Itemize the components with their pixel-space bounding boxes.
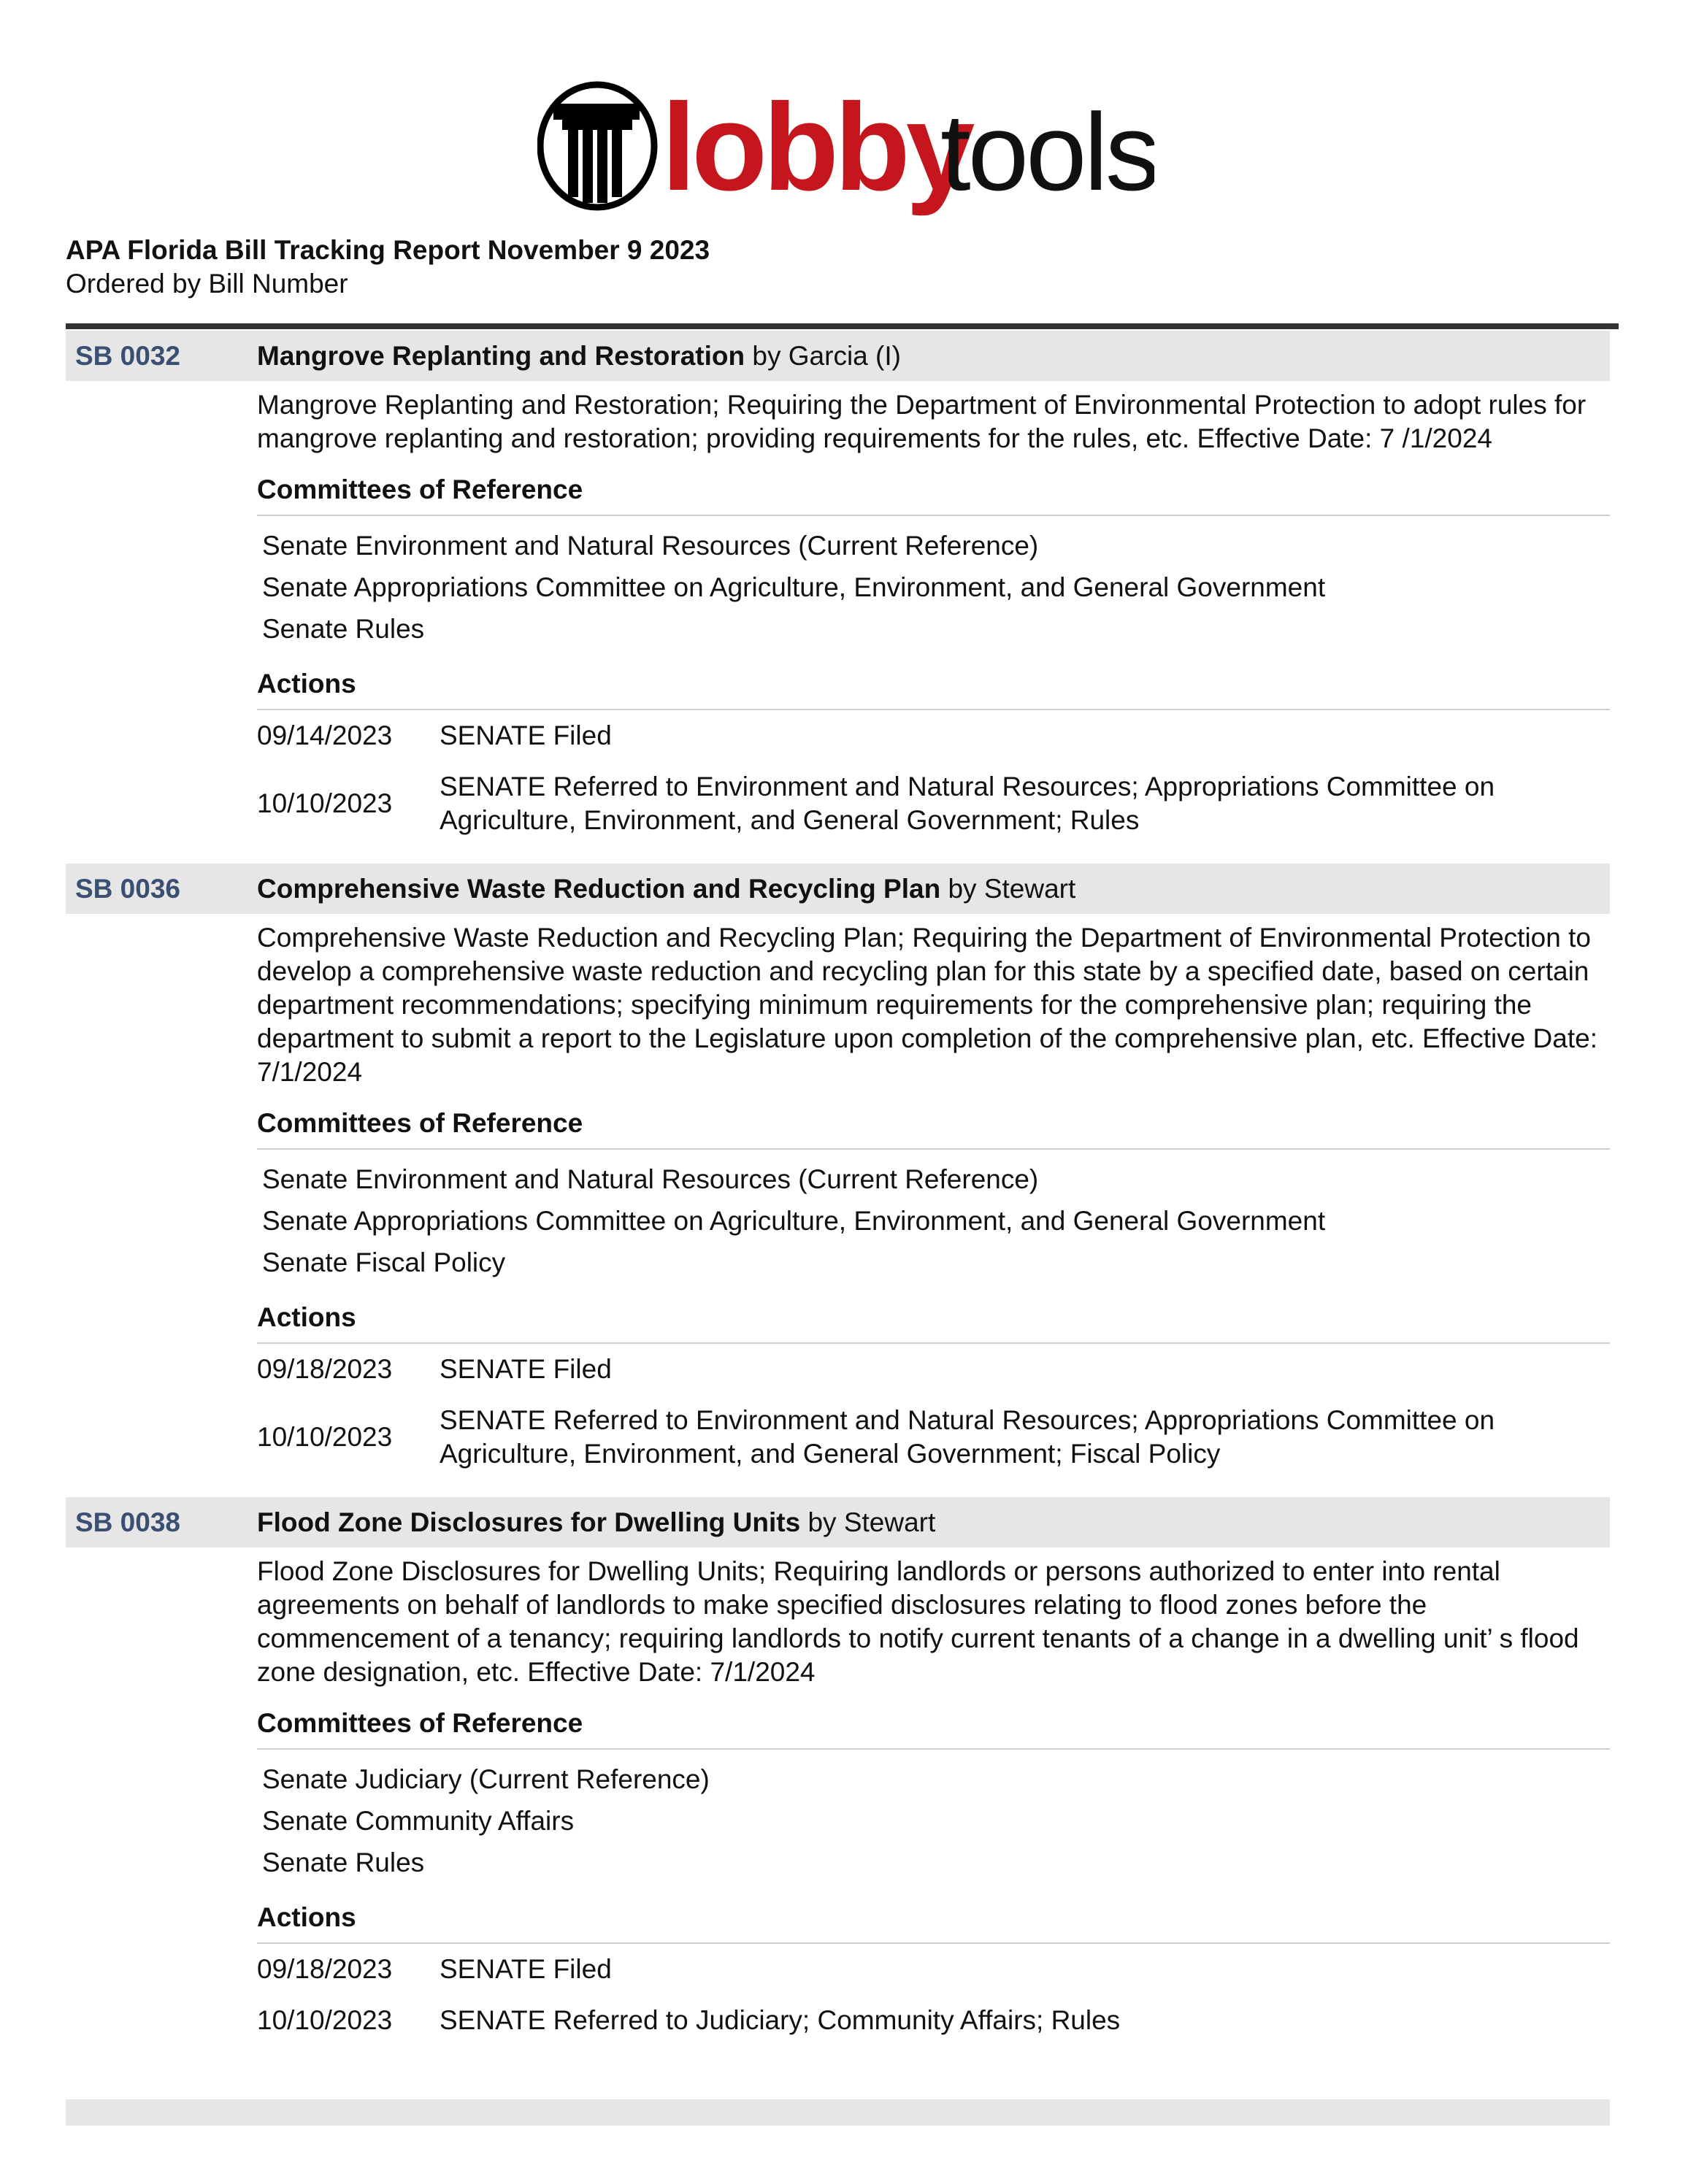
logo-text-lobby: lobby (661, 78, 971, 217)
committee-list (257, 1758, 1610, 1883)
committee-item: Senate Environment and Natural Resources (Current Reference) (262, 1164, 1039, 1194)
committees-heading: Committees of Reference (257, 1707, 1610, 1750)
bill-title: Comprehensive Waste Reduction and Recycling Plan (257, 873, 941, 904)
bill-header (66, 864, 1610, 914)
committee-item: Senate Rules (262, 614, 425, 644)
bill-heading (257, 874, 1075, 904)
action-row (257, 770, 1610, 837)
bill-number-link[interactable]: SB 0036 (75, 873, 180, 904)
committee-list (257, 1158, 1610, 1283)
committees-heading: Committees of Reference (257, 473, 1610, 516)
bill-entry (66, 331, 1610, 837)
action-text: SENATE Filed (440, 1954, 612, 1984)
bill-description: Comprehensive Waste Reduction and Recycling Plan; Requiring the Department of Environmental Protection to develop a comprehensive waste reduction and recycling plan for this state by a specified date, based on certain department recommendations; specifying minimum requirements for the comprehensive plan; requiring the department to submit a report to the Legislature upon completion of the comprehensive plan, etc. Effective Date: 7/1/2024 (257, 923, 1597, 1087)
logo-text-tools: tools (940, 91, 1154, 213)
bill-body (257, 388, 1610, 837)
action-row (257, 2004, 1610, 2037)
header-divider (66, 323, 1619, 329)
bill-body (257, 921, 1610, 1471)
lobbytools-logo (537, 73, 1154, 219)
committee-item: Senate Rules (262, 1847, 425, 1877)
action-text: SENATE Referred to Judiciary; Community Affairs; Rules (440, 2005, 1121, 2035)
committee-item: Senate Environment and Natural Resources (Current Reference) (262, 531, 1039, 561)
report-title: APA Florida Bill Tracking Report November 9 2023 (66, 235, 710, 265)
bill-sponsor: by Stewart (940, 873, 1076, 904)
bill-title: Mangrove Replanting and Restoration (257, 340, 745, 371)
committees-heading: Committees of Reference (257, 1107, 1610, 1150)
bill-body (257, 1555, 1610, 2037)
action-row (257, 719, 1610, 753)
bill-heading (257, 341, 901, 372)
committee-item: Senate Fiscal Policy (262, 1247, 506, 1277)
action-text: SENATE Filed (440, 720, 612, 750)
bill-number-link[interactable]: SB 0038 (75, 1507, 180, 1537)
logo-graphic (537, 73, 1154, 219)
bill-number-link[interactable]: SB 0032 (75, 340, 180, 371)
bill-description: Flood Zone Disclosures for Dwelling Units; Requiring landlords or persons authorized to enter into rental agreements on behalf of landlords to make specified disclosures relating to flood zones before the commencement of a tenancy; requiring landlords to notify current tenants of a change in a dwelling unit’ s flood zone designation, etc. Effective Date: 7/1/2024 (257, 1556, 1579, 1687)
action-text: SENATE Referred to Environment and Natural Resources; Appropriations Committee on Agriculture, Environment, and General Government; Fiscal Policy (440, 1405, 1495, 1469)
actions-heading: Actions (257, 1301, 1610, 1344)
bill-sponsor: by Garcia (I) (745, 340, 901, 371)
committee-item: Senate Appropriations Committee on Agriculture, Environment, and General Government (262, 1206, 1326, 1236)
bill-list (66, 331, 1610, 2064)
committee-item: Senate Community Affairs (262, 1806, 575, 1836)
action-date: 09/14/2023 (257, 720, 393, 750)
action-date: 09/18/2023 (257, 1354, 393, 1384)
actions-heading: Actions (257, 1901, 1610, 1944)
bill-entry (66, 864, 1610, 1471)
action-date: 10/10/2023 (257, 2005, 393, 2035)
committee-list (257, 525, 1610, 650)
committee-item: Senate Appropriations Committee on Agriculture, Environment, and General Government (262, 572, 1326, 602)
bill-entry (66, 1497, 1610, 2037)
column-icon (540, 85, 654, 207)
bill-header (66, 1497, 1610, 1547)
footer-band (66, 2099, 1610, 2126)
committee-item: Senate Judiciary (Current Reference) (262, 1764, 710, 1794)
action-list (257, 710, 1610, 837)
bill-sponsor: by Stewart (800, 1507, 936, 1537)
action-list (257, 1944, 1610, 2037)
action-text: SENATE Referred to Environment and Natural Resources; Appropriations Committee on Agriculture, Environment, and General Government; Rules (440, 772, 1495, 835)
bill-description: Mangrove Replanting and Restoration; Requiring the Department of Environmental Protection to adopt rules for mangrove replanting and restoration; providing requirements for the rules, etc. Effective Date: 7 /1/2024 (257, 390, 1587, 453)
action-date: 10/10/2023 (257, 1422, 393, 1452)
action-row (257, 1953, 1610, 1986)
action-date: 10/10/2023 (257, 788, 393, 818)
action-row (257, 1353, 1610, 1386)
bill-title: Flood Zone Disclosures for Dwelling Units (257, 1507, 801, 1537)
actions-heading: Actions (257, 667, 1610, 710)
action-list (257, 1344, 1610, 1471)
bill-header (66, 331, 1610, 381)
action-row (257, 1404, 1610, 1471)
action-text: SENATE Filed (440, 1354, 612, 1384)
report-subtitle: Ordered by Bill Number (66, 269, 348, 299)
bill-heading (257, 1507, 935, 1538)
action-date: 09/18/2023 (257, 1954, 393, 1984)
